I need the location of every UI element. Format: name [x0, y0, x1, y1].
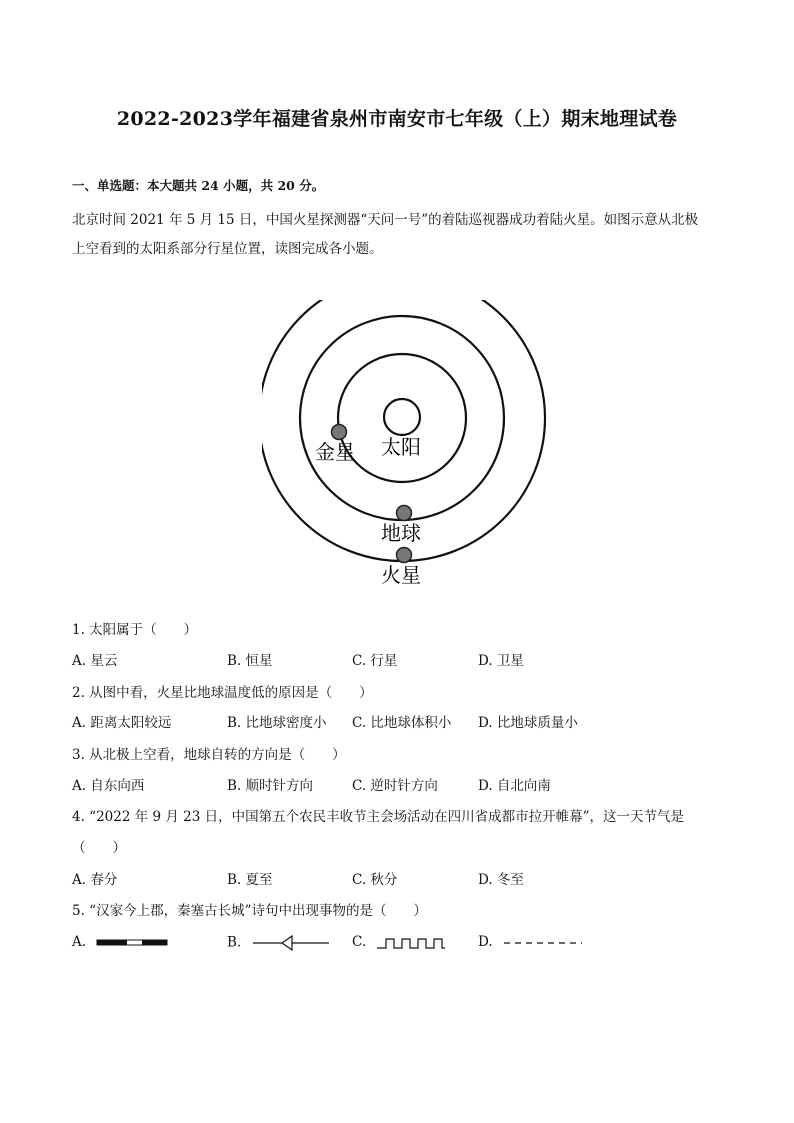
- intro-paragraph: [72, 206, 722, 264]
- question-stem: 1. 太阳属于（ ）: [72, 622, 198, 638]
- option-a[interactable]: A. 距离太阳较远: [72, 715, 172, 731]
- option-c[interactable]: C. 逆时针方向: [352, 778, 438, 794]
- question-stem: 2. 从图中看，火星比地球温度低的原因是（ ）: [72, 685, 373, 701]
- dashed-line-symbol: [503, 940, 583, 946]
- question-stem: 4. “2022 年 9 月 23 日，中国第五个农民丰收节主会场活动在四川省成都市拉开帷幕”，这一天节气是: [72, 809, 685, 825]
- option-b[interactable]: B. 恒星: [227, 653, 273, 669]
- option-b[interactable]: B. 比地球密度小: [227, 715, 327, 731]
- venus-label: 金星: [315, 440, 355, 464]
- option-a[interactable]: [72, 934, 168, 950]
- page-title: 2022-2023学年福建省泉州市南安市七年级（上）期末地理试卷: [116, 108, 678, 130]
- scale-bar-symbol: [96, 938, 168, 948]
- great-wall-symbol: [376, 936, 446, 950]
- option-c[interactable]: [352, 934, 446, 950]
- option-label: A.: [72, 934, 87, 950]
- option-b[interactable]: B. 顺时针方向: [227, 778, 314, 794]
- sun-label: 太阳: [381, 435, 421, 459]
- option-c[interactable]: C. 秋分: [352, 872, 398, 888]
- option-c[interactable]: C. 比地球体积小: [352, 715, 452, 731]
- option-a[interactable]: A. 星云: [72, 653, 118, 669]
- option-b[interactable]: B. 夏至: [227, 872, 273, 888]
- option-label: B.: [227, 934, 242, 951]
- section-heading: 一、单选题：本大题共 24 小题，共 20 分。: [72, 178, 325, 193]
- solar-system-diagram: [262, 300, 552, 590]
- option-a[interactable]: A. 春分: [72, 872, 118, 888]
- arrow-symbol: [252, 934, 330, 952]
- earth-planet: [397, 506, 412, 521]
- option-d[interactable]: D. 卫星: [478, 653, 524, 669]
- mars-label: 火星: [381, 563, 421, 587]
- option-label: C.: [352, 934, 367, 950]
- sun-circle: [384, 399, 420, 435]
- option-d[interactable]: [478, 934, 583, 950]
- option-label: D.: [478, 934, 493, 950]
- mars-planet: [397, 548, 412, 563]
- option-b[interactable]: [227, 934, 330, 952]
- option-d[interactable]: D. 自北向南: [478, 778, 551, 794]
- question-stem-continuation: （ ）: [72, 840, 126, 856]
- question-stem: 5. “汉家今上郡，秦塞古长城”诗句中出现事物的是（ ）: [72, 903, 427, 919]
- intro-line: 上空看到的太阳系部分行星位置，读图完成各小题。: [72, 241, 383, 257]
- option-c[interactable]: C. 行星: [352, 653, 398, 669]
- option-d[interactable]: D. 冬至: [478, 872, 524, 888]
- question-stem: 3. 从北极上空看，地球自转的方向是（ ）: [72, 747, 346, 763]
- earth-label: 地球: [381, 521, 421, 545]
- option-d[interactable]: D. 比地球质量小: [478, 715, 578, 731]
- intro-line: 北京时间 2021 年 5 月 15 日，中国火星探测器“天问一号”的着陆巡视器成功着陆火星。如图示意从北极: [72, 212, 699, 228]
- venus-planet: [332, 425, 347, 440]
- option-a[interactable]: A. 自东向西: [72, 778, 145, 794]
